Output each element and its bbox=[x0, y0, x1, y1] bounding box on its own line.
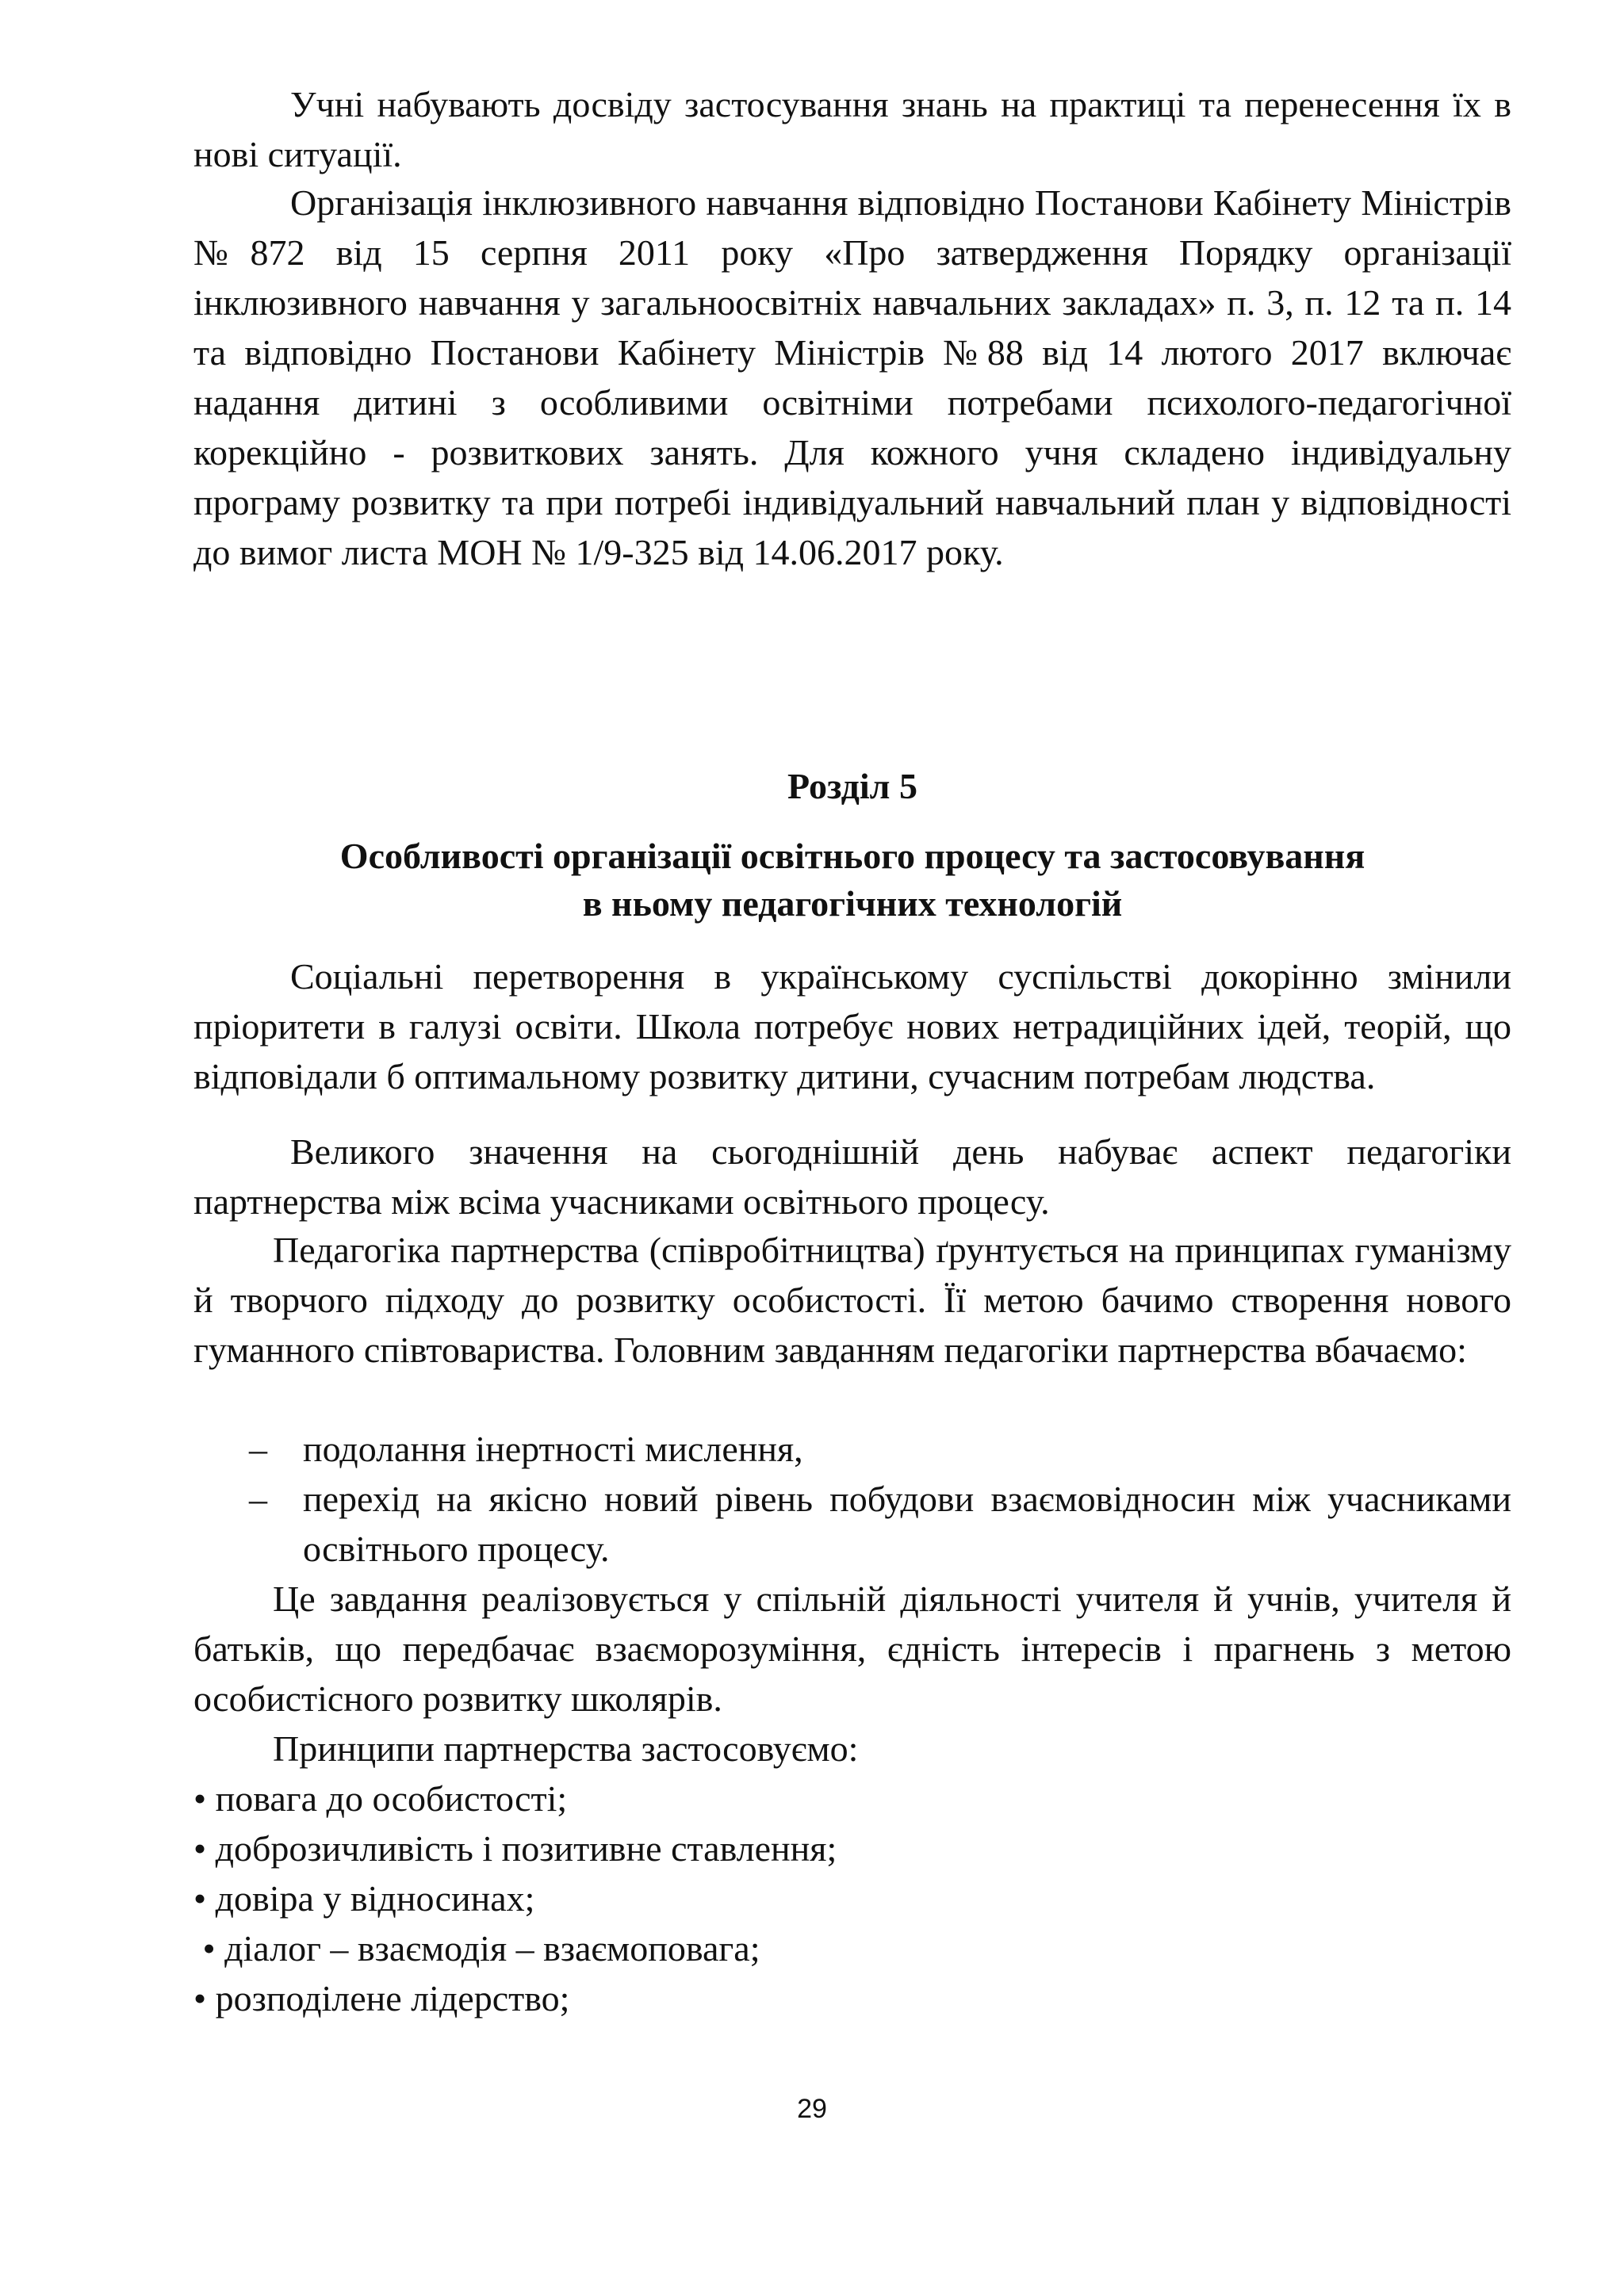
principle-bullet-item: • доброзичливість і позитивне ставлення; bbox=[193, 1828, 837, 1869]
principle-bullet-item: • розподілене лідерство; bbox=[193, 1978, 570, 2019]
principle-bullet-item: • діалог – взаємодія – взаємоповага; bbox=[193, 1928, 760, 1969]
dash-list-item-text: подолання інертності мислення, bbox=[303, 1429, 803, 1469]
section-title-line-1: Особливості організації освітнього процесу та застосовування bbox=[339, 836, 1365, 876]
dash-list-item bbox=[193, 1424, 1511, 1474]
page-number: 29 bbox=[797, 2094, 827, 2124]
intro-paragraph-1 bbox=[193, 79, 1511, 179]
intro-paragraph-2-text: Організація інклюзивного навчання відповідно Постанови Кабінету Міністрів №872 від 15 серпня 2011 року «Про затвердження Порядку організації інклюзивного навчання у загальноосвітніх навчальних закладах» п. 3, п. 12 та п. 14 та відповідно Постанови Кабінету Міністрів №88 від 14 лютого 2017 включає надання дитині з особливими освітніми потребами психолого-педагогічної корекційно - розвиткових занять. Для кожного учня складено індивідуальну програму розвитку та при потребі індивідуальний навчальний план у відповідності до вимог листа МОН № 1/9-325 від 14.06.2017 року. bbox=[193, 182, 1511, 572]
dash-marker: – bbox=[249, 1429, 267, 1469]
body-paragraph-4 bbox=[193, 1574, 1511, 1724]
dash-list-item-text: перехід на якісно новий рівень побудови взаємовідносин між учасниками освітнього процесу. bbox=[303, 1479, 1511, 1569]
body-paragraph-2-text: Великого значення на сьогоднішній день набуває аспект педагогіки партнерства між всіма учасниками освітнього процесу. bbox=[193, 1131, 1511, 1222]
section-title-line-2: в ньому педагогічних технологій bbox=[582, 883, 1123, 924]
principle-bullet-item: • довіра у відносинах; bbox=[193, 1878, 535, 1919]
body-paragraph-3-text: Педагогіка партнерства (співробітництва) ґрунтується на принципах гуманізму й творчого підходу до розвитку особистості. Її метою бачимо створення нового гуманного співтовариства. Головним завданням педагогіки партнерства вбачаємо: bbox=[193, 1230, 1511, 1370]
intro-paragraph-1-text: Учні набувають досвіду застосування знань на практиці та перенесення їх в нові ситуації. bbox=[193, 84, 1511, 174]
principles-intro-text: Принципи партнерства застосовуємо: bbox=[273, 1728, 859, 1769]
body-paragraph-1-text: Соціальні перетворення в українському суспільстві докорінно змінили пріоритети в галузі освіти. Школа потребує нових нетрадиційних ідей, теорій, що відповідали б оптимальному розвитку дитини, сучасним потребам людства. bbox=[193, 956, 1511, 1096]
body-paragraph-1 bbox=[193, 951, 1511, 1101]
principles-intro bbox=[193, 1724, 1511, 1774]
dash-marker: – bbox=[249, 1479, 267, 1519]
body-paragraph-3 bbox=[193, 1225, 1511, 1375]
principle-bullet-item: • повага до особистості; bbox=[193, 1778, 568, 1819]
body-paragraph-4-text: Це завдання реалізовується у спільній діяльності учителя й учнів, учителя й батьків, що передбачає взаєморозуміння, єдність інтересів і прагнень з метою особистісного розвитку школярів. bbox=[193, 1578, 1511, 1719]
body-paragraph-2 bbox=[193, 1127, 1511, 1226]
dash-list-item bbox=[193, 1474, 1511, 1574]
section-label: Розділ 5 bbox=[787, 766, 917, 806]
intro-paragraph-2 bbox=[193, 178, 1511, 577]
